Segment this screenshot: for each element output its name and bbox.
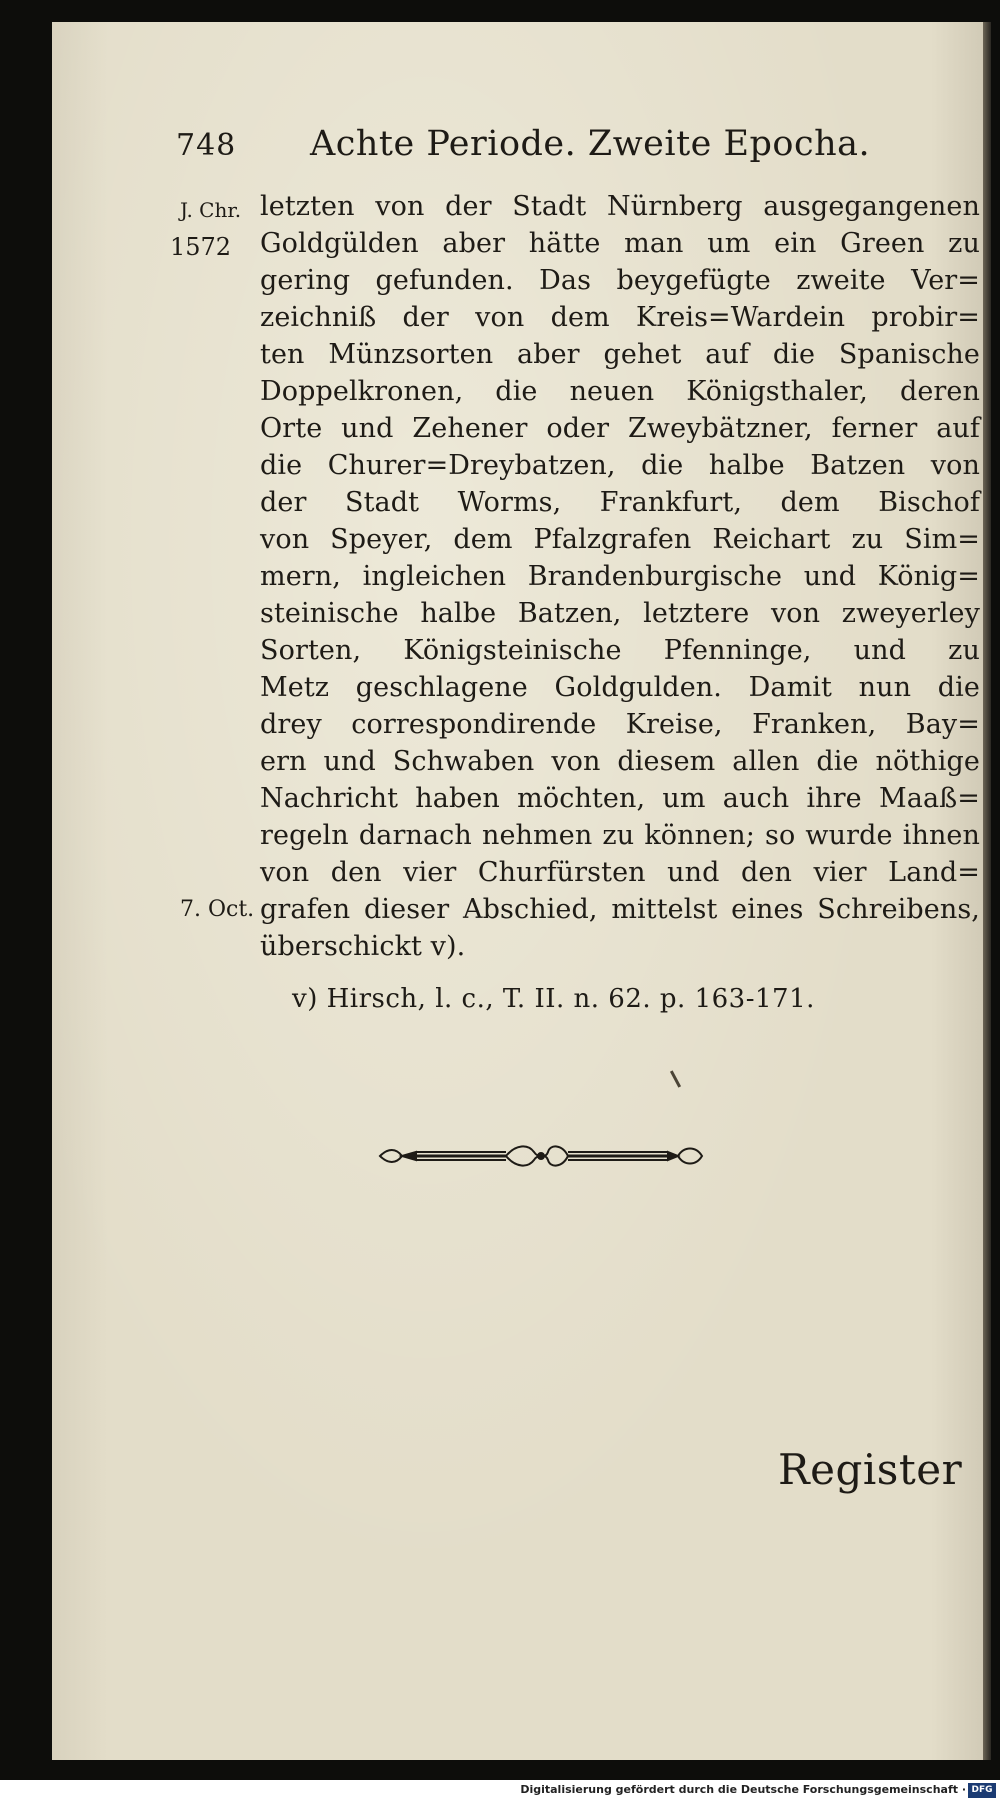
footnote: v) Hirsch, l. c., T. II. n. 62. p. 163-171. [292, 984, 815, 1014]
text-line: grafen dieser Abschied, mittelst eines Schreibens, [260, 894, 980, 925]
text-line: ern und Schwaben von diesem allen die nöthige [260, 746, 980, 777]
text-line: Doppelkronen, die neuen Königsthaler, deren [260, 376, 980, 407]
text-line: Goldgülden aber hätte man um ein Green zu [260, 228, 980, 259]
dfg-logo-icon: DFG [968, 1783, 996, 1798]
text-line: Metz geschlagene Goldgulden. Damit nun die [260, 672, 980, 703]
text-line: von Speyer, dem Pfalzgrafen Reichart zu Sim= [260, 524, 980, 555]
text-line: mern, ingleichen Brandenburgische und König= [260, 561, 980, 592]
ornament-rule-icon [376, 1140, 706, 1172]
text-line: Sorten, Königsteinische Pfenninge, und zu [260, 635, 980, 666]
text-line: Orte und Zehener oder Zweybätzner, ferner auf [260, 413, 980, 444]
page-edge [983, 22, 991, 1760]
text-line: steinische halbe Batzen, letztere von zweyerley [260, 598, 980, 629]
running-head: Achte Periode. Zweite Epocha. [310, 124, 871, 164]
body-text [260, 188, 980, 965]
credit-text: Digitalisierung gefördert durch die Deutsche Forschungsgemeinschaft · [520, 1783, 966, 1796]
text-line: letzten von der Stadt Nürnberg ausgegangenen [260, 191, 980, 222]
text-line: gering gefunden. Das beygefügte zweite Ver= [260, 265, 980, 296]
margin-year: 1572 [170, 233, 232, 261]
text-line: der Stadt Worms, Frankfurt, dem Bischof [260, 487, 980, 518]
text-line: ten Münzsorten aber gehet auf die Spanische [260, 339, 980, 370]
page-number: 748 [176, 128, 237, 163]
ink-speck [670, 1070, 681, 1087]
text-line: von den vier Churfürsten und den vier Land= [260, 857, 980, 888]
credit-bar [0, 1780, 1000, 1801]
page-header [52, 98, 987, 164]
margin-date: 7. Oct. [180, 897, 255, 922]
text-line: drey correspondirende Kreise, Franken, Bay= [260, 709, 980, 740]
text-line: Nachricht haben möchten, um auch ihre Maaß= [260, 783, 980, 814]
book-page [52, 22, 987, 1760]
text-line: regeln darnach nehmen zu können; so wurde ihnen [260, 820, 980, 851]
margin-year-label: J. Chr. [180, 198, 242, 222]
text-line: überschickt v). [260, 931, 466, 962]
text-line: zeichniß der von dem Kreis=Wardein probir= [260, 302, 980, 333]
catchword: Register [778, 1445, 963, 1494]
text-line: die Churer=Dreybatzen, die halbe Batzen von [260, 450, 980, 481]
